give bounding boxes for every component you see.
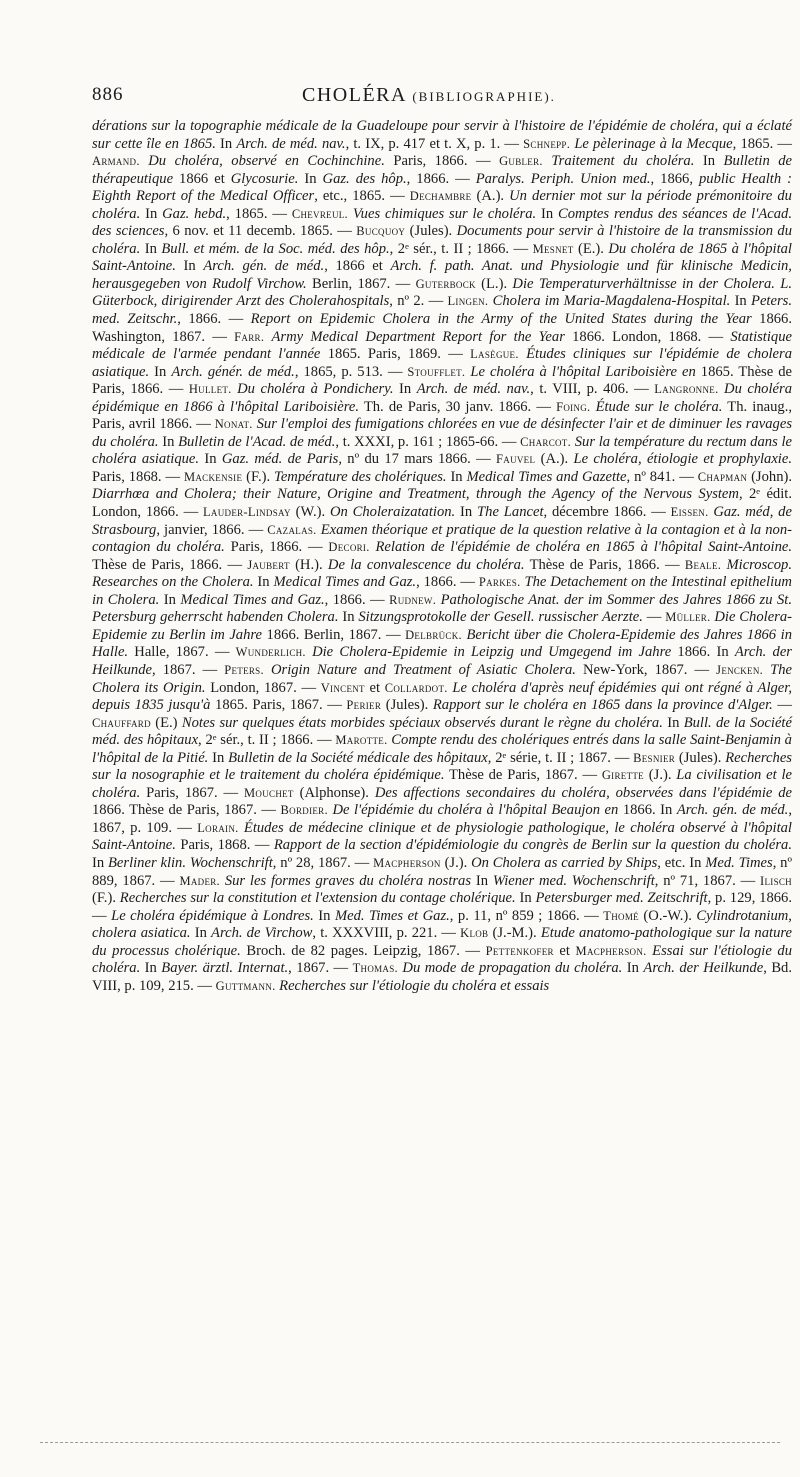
italic-segment: Gaz. hebd. xyxy=(162,205,227,222)
text-segment: , 1867, p. 109. — xyxy=(92,802,792,836)
italic-segment: Gaz. méd, de Strasbourg xyxy=(92,504,792,538)
text-segment: London, 1867. — xyxy=(205,679,321,696)
text-segment: , 1866. — xyxy=(177,311,251,328)
text-segment: (A.). xyxy=(535,451,574,468)
text-segment: In xyxy=(393,381,417,398)
italic-segment: Sitzungsprotokolle der Gesell. russischer Aerzte. xyxy=(358,609,643,626)
author-name: Armand. xyxy=(92,154,140,169)
italic-segment: Arch. génér. de méd. xyxy=(171,363,295,380)
text-segment: Thèse de Paris, 1866. — xyxy=(92,556,248,573)
author-name: Hullet. xyxy=(188,382,232,397)
italic-segment: La civilisation et le choléra. xyxy=(92,767,792,801)
text-segment: et xyxy=(553,942,576,959)
text-segment: , t. XXXVIII, p. 221. — xyxy=(312,925,461,942)
text-segment: , etc. In xyxy=(657,854,706,871)
italic-segment: public Health : Eighth Report of the Medical Officer xyxy=(92,170,792,205)
text-segment: In xyxy=(199,451,222,468)
text-segment: In xyxy=(471,872,493,889)
text-segment: 1866. Thèse de Paris, 1867. — xyxy=(92,802,281,819)
text-segment: Berlin, 1867. — xyxy=(306,275,416,292)
italic-segment: Cylindrotanium, cholera asiatica. xyxy=(92,907,792,942)
text-segment: , etc., 1865. — xyxy=(314,188,410,205)
italic-segment: Études de médecine clinique et de physiologie pathologique, le choléra observé à l'hôpital Saint-Antoine. xyxy=(92,819,792,854)
text-segment: Paris, 1868. — xyxy=(175,837,274,854)
text-segment: In xyxy=(208,749,229,766)
italic-segment: Report on Epidemic Cholera in the Army of the United States during the Year xyxy=(250,311,752,328)
author-name: Lauder-Lindsay xyxy=(203,505,291,520)
author-name: Fauvel xyxy=(496,452,536,467)
italic-segment: The Detachement on the Intestinal epithelium in Cholera. xyxy=(92,574,792,608)
text-segment: (F.). xyxy=(92,890,120,907)
author-name: Chauffard xyxy=(92,715,151,730)
running-title-main: CHOLÉRA xyxy=(302,84,406,106)
text-segment: , nº 28, 1867. — xyxy=(272,854,374,871)
text-segment: In xyxy=(622,960,644,977)
italic-segment: Die Cholera-Epidemie in Leipzig und Umgegend im Jahre xyxy=(312,644,672,661)
text-segment: 1866. In xyxy=(671,644,735,661)
text-segment: , t. XXXI, p. 161 ; 1865-66. — xyxy=(335,433,521,450)
italic-segment: De la convalescence du choléra. xyxy=(327,556,525,573)
italic-segment: Berliner klin. Wochenschrift xyxy=(108,854,273,871)
italic-segment: Études cliniques sur l'épidémie de cholera asiatique. xyxy=(92,346,792,380)
italic-segment: Rapport de la section d'épidémiologie du congrès de Berlin sur la question du choléra. xyxy=(273,837,792,854)
text-segment: , 1865. — xyxy=(226,205,292,222)
text-segment: Thèse de Paris, 1866. — xyxy=(524,556,685,573)
italic-segment: Diarrhœa and Cholera; their Nature, Origine and Treatment, through the Agency of the Nervous System xyxy=(92,486,739,503)
text-segment: In xyxy=(215,135,237,152)
text-segment: Broch. de 82 pages. Leipzig, 1867. — xyxy=(240,942,486,959)
italic-segment: Paralys. Periph. Union med. xyxy=(475,170,651,187)
bibliography-text xyxy=(92,118,792,995)
author-name: Bucquoy xyxy=(356,224,406,239)
italic-segment: Bulletin de thérapeutique xyxy=(92,153,792,187)
text-segment: et xyxy=(364,679,385,696)
author-name: Eissen. xyxy=(670,505,709,520)
text-segment: 1866. Washington, 1867. — xyxy=(92,311,792,345)
text-segment: , nº 2. — xyxy=(389,293,448,310)
text-segment: , janvier, 1866. — xyxy=(156,521,268,538)
italic-segment: Medical Times and Gaz. xyxy=(180,591,325,608)
italic-segment: Vues chimiques sur le choléra. xyxy=(352,205,537,222)
text-segment: , p. 11, nº 859 ; 1866. — xyxy=(449,907,604,924)
text-segment: , 2ᵉ édit. London, 1866. — xyxy=(92,486,792,521)
author-name: Dechambre xyxy=(409,189,472,204)
author-name: Langronne. xyxy=(654,382,719,397)
author-name: Lingen. xyxy=(447,294,489,309)
text-segment: In xyxy=(92,854,108,871)
italic-segment: Arch. de Virchow xyxy=(211,925,313,942)
author-name: Thomas. xyxy=(352,961,398,976)
text-segment: In xyxy=(730,293,752,310)
text-segment: Paris, 1867. — xyxy=(140,784,245,801)
text-segment: , 1866. — xyxy=(406,170,476,187)
italic-segment: dérations sur la topographie médicale de la Guadeloupe pour servir à l'histoire de l'épidémie de choléra, qui a éclaté sur cette île en 1865. xyxy=(92,118,792,152)
text-segment: , 6 nov. et 11 decemb. 1865. — xyxy=(164,223,357,240)
italic-segment: On Cholera as carried by Ships xyxy=(471,854,658,871)
text-segment: (O.-W.). xyxy=(638,907,697,924)
text-segment xyxy=(264,329,271,345)
text-segment: , 1866 et xyxy=(324,258,391,275)
text-segment: In xyxy=(536,205,559,222)
italic-segment: Sur la température du rectum dans le choléra asiatique. xyxy=(92,433,792,468)
author-name: Besnier xyxy=(633,750,676,765)
italic-segment: Etude anatomo-pathologique sur la nature du processus cholérique. xyxy=(92,925,792,959)
italic-segment: Bulletin de la Société médicale des hôpitaux xyxy=(228,749,488,766)
text-segment: 1865. Thèse de Paris, 1866. — xyxy=(92,363,792,398)
italic-segment: Bull. et mém. de la Soc. méd. des hôp. xyxy=(161,240,390,257)
text-segment: Halle, 1867. — xyxy=(128,644,236,661)
text-segment: , t. VIII, p. 406. — xyxy=(530,381,655,398)
italic-segment: Du choléra de 1865 à l'hôpital Saint-Antoine. xyxy=(92,240,792,275)
text-segment: (J.). xyxy=(643,767,677,784)
text-segment: (F.). xyxy=(242,468,275,485)
author-name: Jaubert xyxy=(247,557,290,572)
text-segment: In xyxy=(140,205,163,222)
author-name: Farr. xyxy=(234,329,265,344)
italic-segment: Arch. gén. de méd. xyxy=(203,258,325,275)
text-segment: Thèse de Paris, 1867. — xyxy=(444,767,602,784)
text-segment: — xyxy=(642,609,666,626)
text-segment: (H.). xyxy=(289,556,328,573)
author-name: Nonat. xyxy=(214,417,253,432)
text-segment: Th. inaug., Paris, avril 1866. — xyxy=(92,398,792,433)
italic-segment: Du choléra, observé en Cochinchine. xyxy=(148,153,385,170)
text-segment: (A.). xyxy=(471,188,510,205)
text-segment: (L.). xyxy=(475,275,513,292)
italic-segment: Bayer. ärztl. Internat. xyxy=(161,960,289,977)
italic-segment: Gaz. des hôp. xyxy=(322,170,407,187)
italic-segment: Du choléra épidémique en 1866 à l'hôpital Lariboisière. xyxy=(92,381,792,415)
text-segment: , 2ᵉ sér., t. II ; 1866. — xyxy=(389,240,533,257)
text-segment: , 1867. — xyxy=(151,661,225,678)
italic-segment: Rapport sur le choléra en 1865 dans la province d'Alger. xyxy=(432,697,773,714)
text-segment: (Jules). xyxy=(675,749,726,766)
text-segment: New-York, 1867. — xyxy=(575,661,717,678)
text-segment: Paris, 1866. — xyxy=(224,539,329,556)
italic-segment: Die Cholera-Epidemie zu Berlin im Jahre xyxy=(92,609,793,643)
text-segment: 1866. London, 1868. — xyxy=(564,328,731,345)
italic-segment: Des affections secondaires du choléra, observées dans l'épidémie de xyxy=(374,784,793,801)
author-name: Mesnet xyxy=(532,241,574,256)
text-segment: In xyxy=(175,258,204,275)
italic-segment: Arch. der Heilkunde xyxy=(92,644,792,678)
running-title-sub: (BIBLIOGRAPHIE). xyxy=(412,89,556,104)
italic-segment: Le choléra d'après neuf épidémies qui ont régné à Alger, depuis 1835 jusqu'à xyxy=(92,679,792,714)
italic-segment: The Lancet xyxy=(477,504,544,521)
italic-segment: Microscop. Researches on the Cholera. xyxy=(92,556,793,591)
author-name: Delbrück. xyxy=(405,627,462,642)
italic-segment: Medical Times and Gazette xyxy=(466,468,627,485)
italic-segment: Le choléra épidémique à Londres. xyxy=(111,907,314,924)
text-segment: , décembre 1866. — xyxy=(543,504,671,521)
text-segment: In xyxy=(446,468,467,485)
author-name: Mackensie xyxy=(183,469,243,484)
author-name: Marotte. xyxy=(335,733,388,748)
italic-segment: Le pèlerinage à la Mecque, xyxy=(574,135,737,152)
italic-segment: Recherches sur la nosographie et le traitement du choléra épidémique. xyxy=(92,749,792,784)
author-name: Decori. xyxy=(328,540,370,555)
text-segment: , t. IX, p. 417 et t. X, p. 1. — xyxy=(345,135,524,152)
italic-segment: Bericht über die Cholera-Epidemie des Jahres 1866 in Halle. xyxy=(92,626,792,661)
text-segment: , Bd. VIII, p. 109, 215. — xyxy=(92,960,792,994)
text-segment: Paris, 1868. — xyxy=(92,468,184,485)
text-segment: (J.). xyxy=(440,854,472,871)
author-name: Collardot. xyxy=(384,680,448,695)
text-segment: , nº 889, 1867. — xyxy=(92,854,793,889)
author-name: Wunderlich. xyxy=(235,645,306,660)
author-name: Chapman xyxy=(697,469,748,484)
italic-segment: Med. Times et Gaz. xyxy=(334,907,450,924)
text-segment: In xyxy=(338,609,359,626)
italic-segment: Essai sur l'étiologie du choléra. xyxy=(92,942,792,977)
italic-segment: Arch. der Heilkunde xyxy=(643,960,764,977)
author-name: Girette xyxy=(601,768,644,783)
text-segment: In xyxy=(694,153,724,170)
author-name: Chevreul. xyxy=(291,206,348,221)
text-segment: In xyxy=(662,714,684,731)
italic-segment: Medical Times and Gaz. xyxy=(273,574,417,591)
italic-segment: Recherches sur la constitution et l'extension du contage cholérique. xyxy=(119,890,516,907)
italic-segment: Le choléra, étiologie et prophylaxie. xyxy=(573,451,792,468)
author-name: Guttmann. xyxy=(215,978,276,993)
italic-segment: Du choléra à Pondichery. xyxy=(237,381,394,398)
italic-segment: Petersburger med. Zeitschrift xyxy=(535,890,708,907)
author-name: Perier xyxy=(346,698,382,713)
text-segment: (J.-M.). xyxy=(488,925,541,942)
text-segment: In xyxy=(298,170,323,187)
text-segment: — xyxy=(772,697,792,714)
running-title xyxy=(302,84,556,107)
italic-segment: Army Medical Department Report for the Year xyxy=(271,328,565,345)
italic-segment: Bull. de la Société méd. des hôpitaux xyxy=(92,714,792,749)
author-name: Ilisch xyxy=(760,873,792,888)
italic-segment: Documents pour servir à l'histoire de la transmission du choléra. xyxy=(92,223,792,257)
italic-segment: Peters. med. Zeitschr. xyxy=(92,293,792,328)
text-segment: 1866 et xyxy=(173,170,231,187)
text-segment: In xyxy=(515,890,536,907)
italic-segment: Cholera im Maria-Magdalena-Hospital. xyxy=(492,293,731,310)
text-segment: , 1866. — xyxy=(324,591,390,608)
italic-segment: Compte rendu des cholériques entrés dans la salle Saint-Benjamin à l'hôpital de la Pitié. xyxy=(92,732,792,766)
text-segment: In xyxy=(140,960,162,977)
text-segment xyxy=(140,153,149,169)
text-segment: In xyxy=(159,591,181,608)
author-name: Bordier. xyxy=(280,803,328,818)
italic-segment: Arch. de méd. nav. xyxy=(236,135,346,152)
italic-segment: Notes sur quelques états morbides spéciaux observés durant le règne du choléra. xyxy=(181,714,663,731)
author-name: Pettenkofer xyxy=(485,943,554,958)
italic-segment: Med. Times xyxy=(705,854,773,871)
italic-segment: Arch. gén. de méd. xyxy=(676,802,789,819)
italic-segment: Die Temperaturverhältnisse in der Cholera. L. Güterbock, dirigirender Arzt des Cholerahospitals xyxy=(92,275,793,310)
italic-segment: Sur les formes graves du choléra nostras xyxy=(224,872,472,889)
footer-rule xyxy=(40,1442,780,1443)
author-name: Stoufflet. xyxy=(407,364,466,379)
author-name: Beale. xyxy=(684,557,722,572)
author-name: Mouchet xyxy=(244,785,294,800)
author-name: Guterbock xyxy=(415,276,476,291)
text-segment: (E.) xyxy=(150,714,182,731)
page-number: 886 xyxy=(92,84,124,105)
author-name: Lorain. xyxy=(197,820,239,835)
italic-segment: Statistique médicale de l'armée pendant l'année xyxy=(92,328,792,363)
italic-segment: Examen théorique et pratique de la question relative à la contagion et à la non-contagion du choléra. xyxy=(92,521,792,556)
italic-segment: On Choleraizatation. xyxy=(329,504,456,521)
author-name: Thomé xyxy=(603,908,639,923)
italic-segment: Recherches sur l'étiologie du choléra et essais xyxy=(279,977,550,994)
text-segment: 1866. In xyxy=(618,802,677,819)
running-header xyxy=(92,84,792,110)
author-name: Parkes. xyxy=(478,575,521,590)
text-segment: , nº du 17 mars 1866. — xyxy=(338,451,497,468)
author-name: Charcot. xyxy=(520,434,572,449)
text-segment xyxy=(264,662,271,678)
italic-segment: The Cholera its Origin. xyxy=(92,661,792,696)
text-segment: In xyxy=(158,433,179,450)
italic-segment: Traitement du choléra. xyxy=(551,153,695,170)
text-segment: , nº 71, 1867. — xyxy=(654,872,761,889)
author-name: Macpherson xyxy=(373,855,441,870)
text-segment: , 2ᵉ série, t. II ; 1867. — xyxy=(487,749,634,766)
text-segment: 1866. Berlin, 1867. — xyxy=(262,626,406,643)
italic-segment: Origin Nature and Treatment of Asiatic Cholera. xyxy=(270,661,576,678)
text-segment: , p. 129, 1866. — xyxy=(92,890,792,924)
author-name: Schnepp. xyxy=(523,136,571,151)
italic-segment: Gaz. méd. de Paris xyxy=(221,451,339,468)
italic-segment: Bulletin de l'Acad. de méd. xyxy=(178,433,336,450)
text-segment: , 1866, xyxy=(650,170,699,187)
text-segment: , nº 841. — xyxy=(626,468,698,485)
text-segment: In xyxy=(253,574,274,591)
italic-segment: Étude sur le choléra. xyxy=(595,398,723,415)
text-segment: 1865. — xyxy=(736,135,793,152)
italic-segment: Comptes rendus des séances de l'Acad. des sciences xyxy=(92,205,792,240)
author-name: Jencken. xyxy=(716,662,764,677)
text-segment: (Jules). xyxy=(405,223,457,240)
italic-segment: Sur l'emploi des fumigations chlorées en vue de désinfecter l'air et de diminuer les ravages du choléra. xyxy=(92,416,792,450)
text-segment: In xyxy=(140,240,162,257)
text-segment: (Jules). xyxy=(381,697,433,714)
text-segment: Paris, 1866. — xyxy=(384,153,500,170)
author-name: Gubler. xyxy=(499,154,543,169)
italic-segment: Un dernier mot sur la période prémonitoire du choléra. xyxy=(92,188,792,222)
italic-segment: Pathologische Anat. der im Sommer des Jahres 1866 zu St. Petersburg geherrscht habenden Cholera. xyxy=(92,591,792,626)
author-name: Peters. xyxy=(224,662,264,677)
bibliography-paragraph xyxy=(92,118,792,995)
text-segment: (Alphonse). xyxy=(293,784,375,801)
author-name: Mader. xyxy=(179,873,220,888)
author-name: Macpherson. xyxy=(575,943,647,958)
italic-segment: Du mode de propagation du choléra. xyxy=(402,960,623,977)
author-name: Rudnew. xyxy=(389,592,437,607)
text-segment: In xyxy=(313,907,335,924)
italic-segment: Arch. de méd. nav. xyxy=(416,381,531,398)
text-segment: Th. de Paris, 30 janv. 1866. — xyxy=(358,398,557,415)
italic-segment: Température des cholériques. xyxy=(274,468,447,485)
italic-segment: Relation de l'épidémie de choléra en 1865 à l'hôpital Saint-Antoine. xyxy=(375,539,793,556)
text-segment: , 1866. — xyxy=(416,574,479,591)
author-name: Vincent xyxy=(320,680,365,695)
text-segment: 1865. Paris, 1867. — xyxy=(210,697,347,714)
italic-segment: Glycosurie. xyxy=(230,170,299,187)
text-segment: (John). xyxy=(747,468,793,485)
text-segment: (W.). xyxy=(290,504,330,521)
author-name: Foing. xyxy=(556,399,591,414)
author-name: Cazalas. xyxy=(267,522,317,537)
text-segment: In xyxy=(455,504,478,521)
text-segment: In xyxy=(190,925,212,942)
text-segment: , 2ᵉ sér., t. II ; 1866. — xyxy=(198,732,336,749)
author-name: Lasègue. xyxy=(470,347,519,362)
italic-segment: Wiener med. Wochenschrift xyxy=(492,872,655,889)
author-name: Klob xyxy=(460,926,489,941)
italic-segment: Arch. f. path. Anat. und Physiologie und für klinische Medicin, herausgegeben von Rudolf Virchow. xyxy=(92,258,792,292)
text-segment: 1865. Paris, 1869. — xyxy=(320,346,471,363)
italic-segment: Le choléra à l'hôpital Lariboisière en xyxy=(470,363,696,380)
text-segment: (E.). xyxy=(573,240,609,257)
italic-segment: De l'épidémie du choléra à l'hôpital Beaujon en xyxy=(332,802,619,819)
text-segment: In xyxy=(149,363,172,380)
text-segment: , 1865, p. 513. — xyxy=(294,363,408,380)
author-name: Müller. xyxy=(665,610,711,625)
text-segment: , 1867. — xyxy=(288,960,353,977)
